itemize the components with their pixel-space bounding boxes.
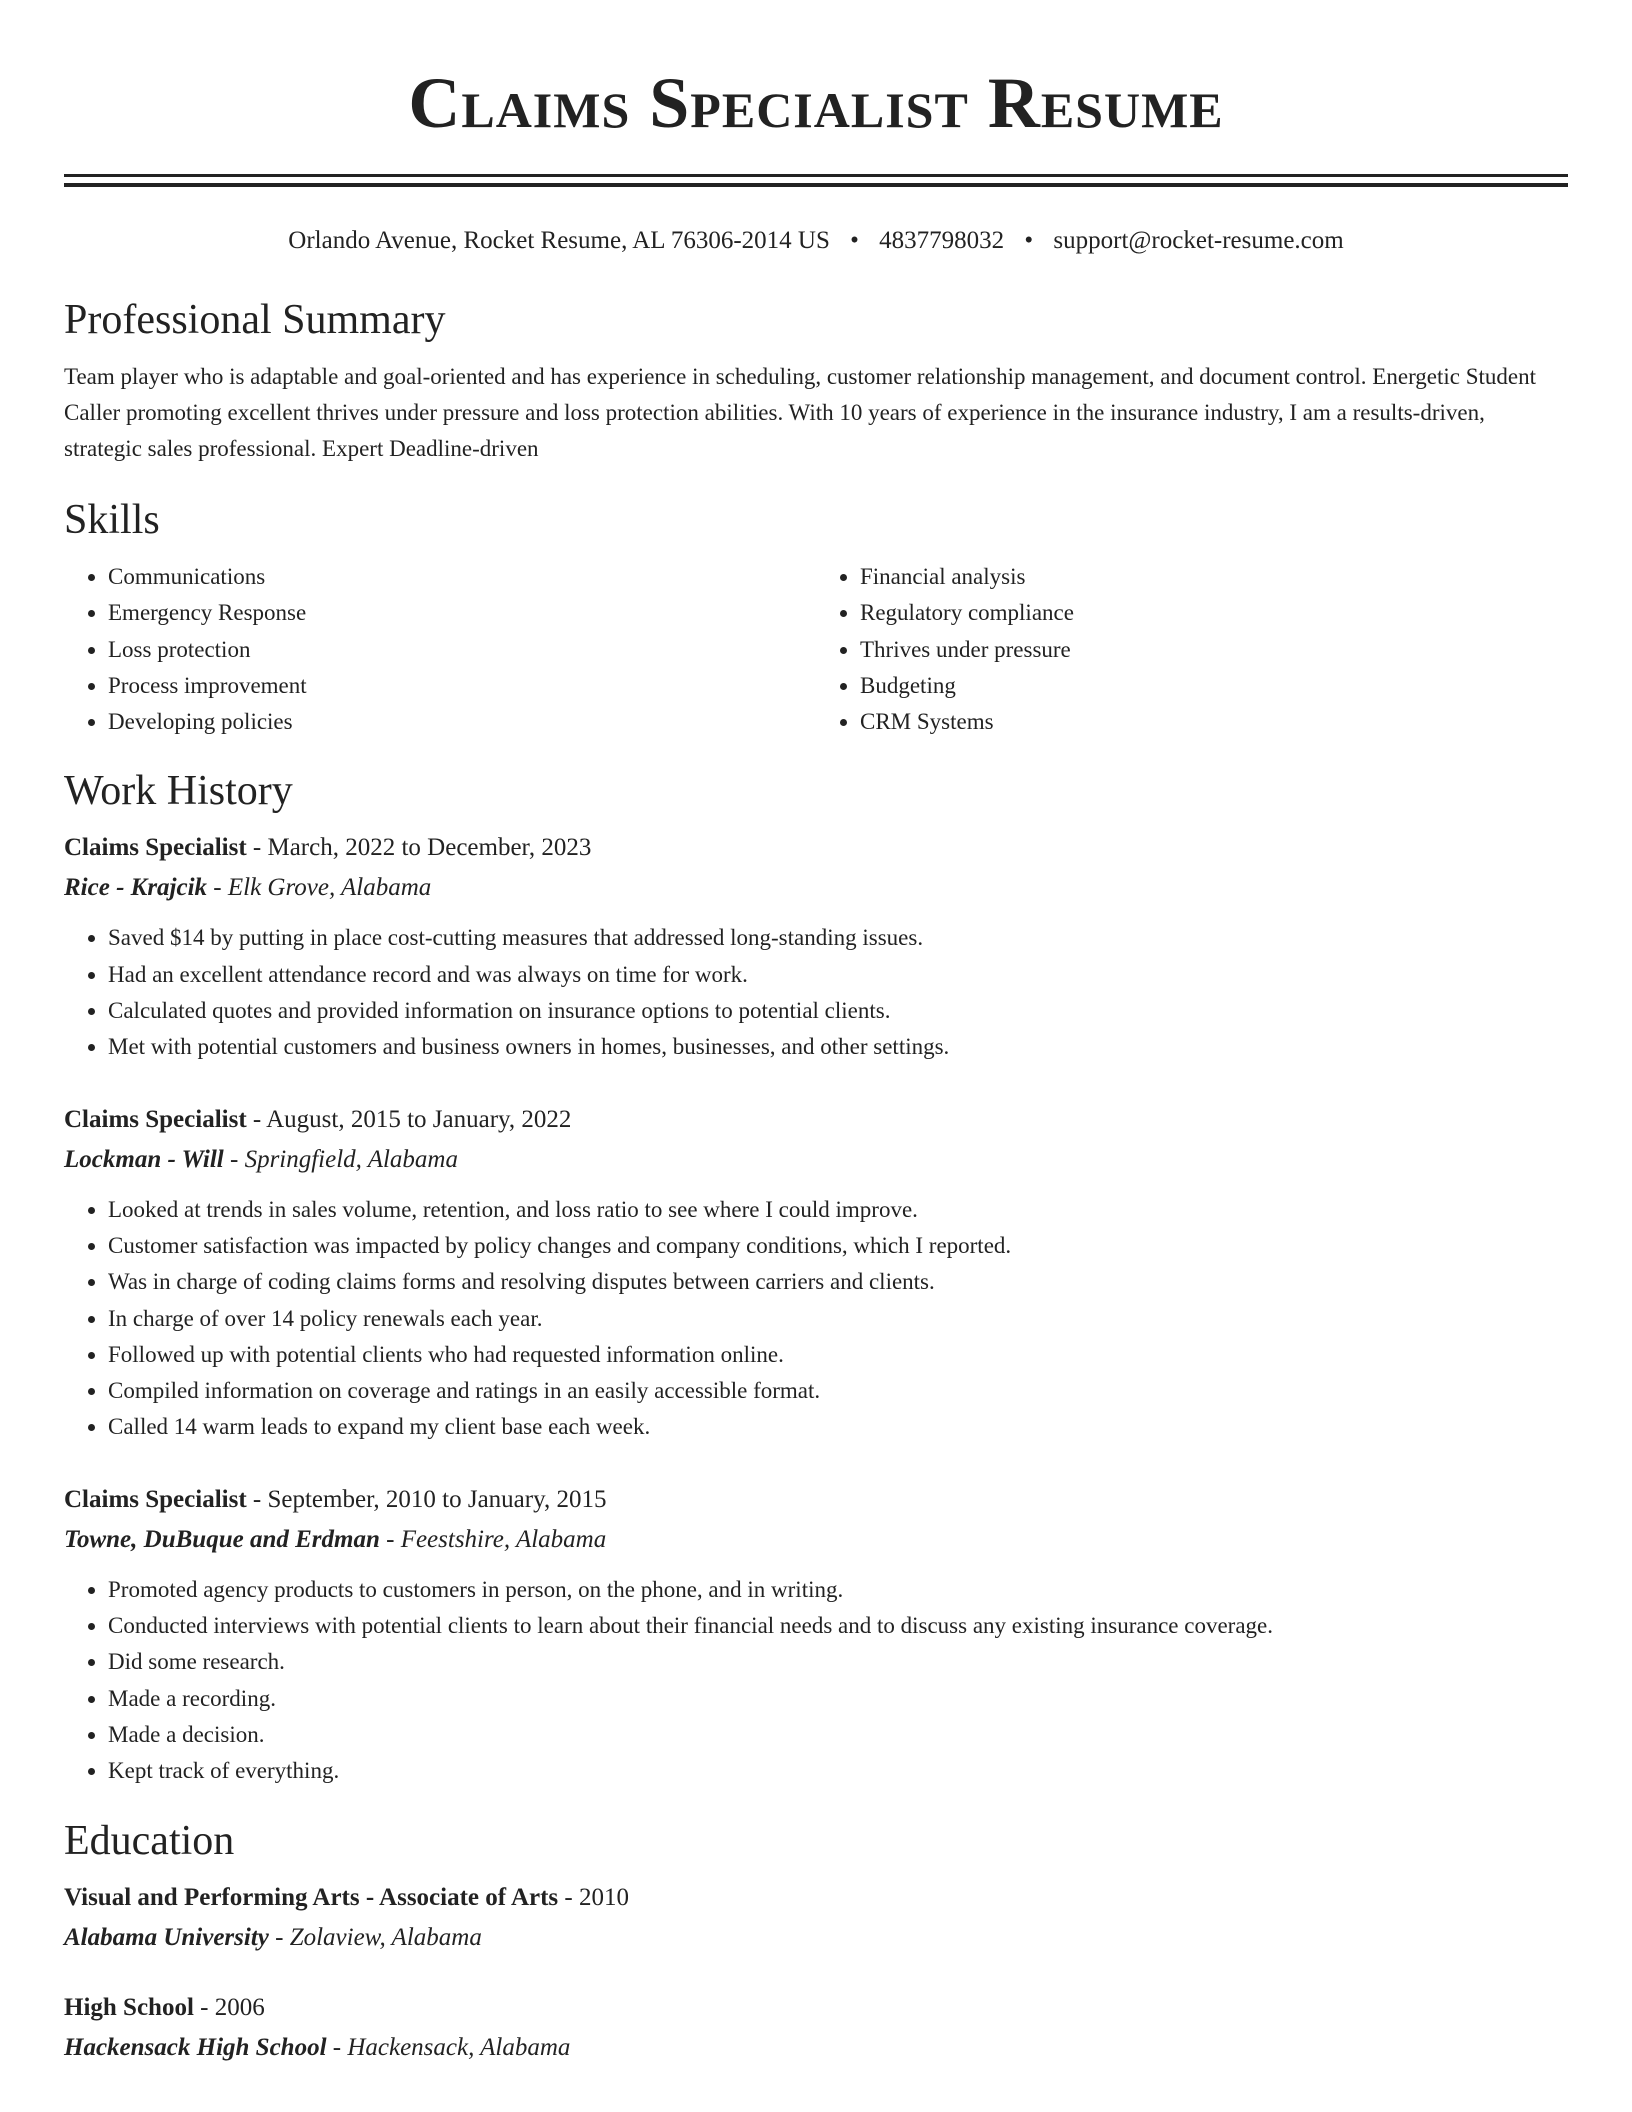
job-bullet: • Customer satisfaction was impacted by policy changes and company conditions, which I reported. (108, 1228, 1568, 1264)
job-entry (64, 1480, 1568, 1790)
education-school-line: Alabama University - Zolaview, Alabama (64, 1923, 482, 1951)
job-location: Springfield, Alabama (244, 1145, 458, 1173)
job-bullet: • Calculated quotes and provided information on insurance options to potential clients. (108, 993, 1568, 1029)
job-company-line: Lockman - Will - Springfield, Alabama (64, 1145, 458, 1173)
education-year: 2006 (214, 1993, 265, 2021)
job-bullet: • Made a recording. (108, 1681, 1568, 1717)
education-location: Hackensack, Alabama (347, 2033, 571, 2061)
divider-line-bottom (64, 183, 1568, 187)
divider-line-top (64, 174, 1568, 177)
job-bullet: • Followed up with potential clients who had requested information online. (108, 1337, 1568, 1373)
contact-phone: 4837798032 (879, 227, 1005, 254)
job-bullet: • Compiled information on coverage and ratings in an easily accessible format. (108, 1373, 1568, 1409)
job-location: Feestshire, Alabama (400, 1525, 607, 1553)
skill-item: • CRM Systems (860, 704, 1568, 740)
job-bullet: • Kept track of everything. (108, 1753, 1568, 1789)
job-bullet: • Promoted agency products to customers in person, on the phone, and in writing. (108, 1572, 1568, 1608)
job-bullet: • Looked at trends in sales volume, retention, and loss ratio to see where I could improve. (108, 1192, 1568, 1228)
contact-line (64, 224, 1568, 258)
job-bullet: • Was in charge of coding claims forms and resolving disputes between carriers and clients. (108, 1264, 1568, 1300)
skill-item: • Financial analysis (860, 559, 1568, 595)
job-title: Claims Specialist (64, 834, 247, 862)
job-bullet: • Called 14 warm leads to expand my client base each week. (108, 1409, 1568, 1445)
skill-item: • Regulatory compliance (860, 595, 1568, 631)
skill-item: • Communications (108, 559, 816, 595)
skill-item: • Loss protection (108, 632, 816, 668)
title-divider (64, 174, 1568, 187)
education-school: Alabama University (64, 1923, 269, 1951)
education-heading: Education (64, 1817, 235, 1864)
education-entry (64, 1878, 1568, 1958)
job-bullet: • Did some research. (108, 1644, 1568, 1680)
work-history-heading: Work History (64, 768, 293, 815)
skills-list (64, 559, 1568, 740)
job-company: Lockman - Will (64, 1145, 224, 1173)
education-degree-line: Visual and Performing Arts - Associate of Arts - 2010 (64, 1883, 629, 1911)
job-entry (64, 828, 1568, 1065)
job-bullet: • Made a decision. (108, 1717, 1568, 1753)
education-location: Zolaview, Alabama (289, 1923, 482, 1951)
job-bullet: • In charge of over 14 policy renewals each year. (108, 1301, 1568, 1337)
job-dates: September, 2010 to January, 2015 (267, 1485, 607, 1513)
education-year: 2010 (579, 1883, 629, 1911)
resume-title: Claims Specialist Resume (408, 63, 1224, 143)
job-bullet: • Conducted interviews with potential clients to learn about their financial needs and to discuss any existing insurance coverage. (108, 1608, 1568, 1644)
skill-item: • Developing policies (108, 704, 816, 740)
job-dates: August, 2015 to January, 2022 (266, 1105, 572, 1133)
education-degree: High School (64, 1993, 194, 2021)
job-company: Towne, DuBuque and Erdman (64, 1525, 380, 1553)
education-degree-line: High School - 2006 (64, 1993, 265, 2021)
education-entry (64, 1988, 1568, 2068)
summary-heading: Professional Summary (64, 297, 446, 343)
job-company-line: Towne, DuBuque and Erdman - Feestshire, Alabama (64, 1525, 607, 1553)
job-bullets (64, 1192, 1568, 1446)
job-title-line: Claims Specialist - August, 2015 to January, 2022 (64, 1105, 572, 1133)
skill-item: • Thrives under pressure (860, 632, 1568, 668)
skills-column-right (816, 559, 1568, 740)
contact-separator: • (1024, 227, 1034, 254)
contact-address: Orlando Avenue, Rocket Resume, AL 76306-2014 US (288, 227, 830, 254)
job-bullet: • Had an excellent attendance record and was always on time for work. (108, 957, 1568, 993)
education-school: Hackensack High School (64, 2033, 327, 2061)
summary-text: Team player who is adaptable and goal-oriented and has experience in scheduling, customer relationship management, and document control. Energetic Student Caller promoting excellent thrives under pressure and loss protection abilities. With 10 years of experience in the insurance industry, I am a results-driven, strategic sales professional. Expert Deadline-driven (64, 364, 1537, 461)
job-title-line: Claims Specialist - March, 2022 to December, 2023 (64, 834, 592, 862)
contact-separator: • (850, 227, 859, 254)
job-dates: March, 2022 to December, 2023 (267, 834, 592, 862)
job-company-line: Rice - Krajcik - Elk Grove, Alabama (64, 874, 432, 902)
job-bullets (64, 1572, 1568, 1790)
education-school-line: Hackensack High School - Hackensack, Alabama (64, 2033, 571, 2061)
skill-item: • Process improvement (108, 668, 816, 704)
job-location: Elk Grove, Alabama (227, 874, 432, 902)
job-bullets (64, 920, 1568, 1065)
job-bullet: • Saved $14 by putting in place cost-cutting measures that addressed long-standing issues. (108, 920, 1568, 956)
job-title: Claims Specialist (64, 1105, 247, 1133)
job-company: Rice - Krajcik (64, 874, 208, 902)
job-title: Claims Specialist (64, 1485, 247, 1513)
job-title-line: Claims Specialist - September, 2010 to January, 2015 (64, 1485, 607, 1513)
skills-column-left (64, 559, 816, 740)
contact-email: support@rocket-resume.com (1053, 227, 1344, 254)
job-bullet: • Met with potential customers and business owners in homes, businesses, and other settings. (108, 1029, 1568, 1065)
skills-heading: Skills (64, 497, 160, 543)
job-entry (64, 1100, 1568, 1446)
skill-item: • Budgeting (860, 668, 1568, 704)
education-degree: Visual and Performing Arts - Associate of Arts (64, 1883, 559, 1911)
skill-item: • Emergency Response (108, 595, 816, 631)
